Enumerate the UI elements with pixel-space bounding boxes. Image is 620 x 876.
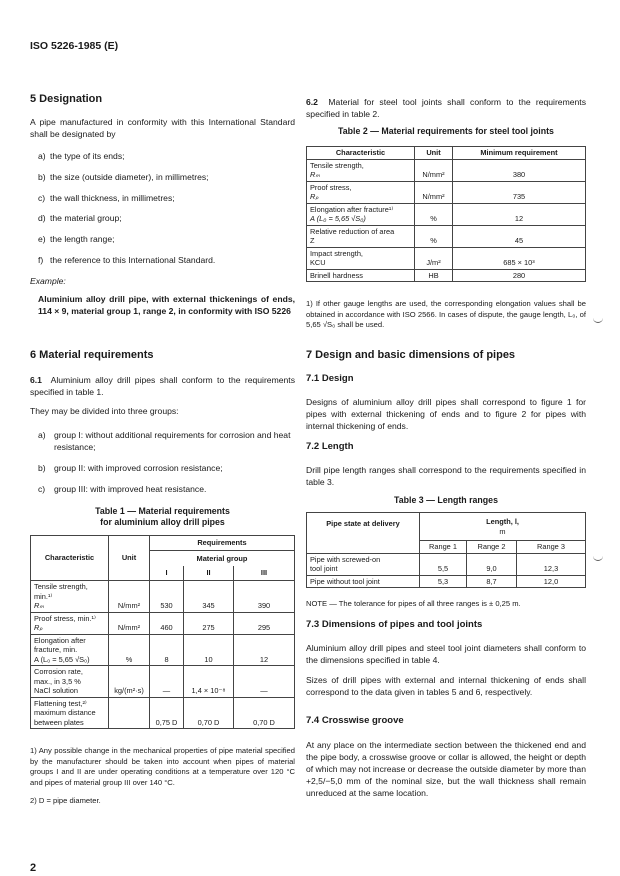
table-row: Elongation after fracture¹⁾ A (L₀ = 5,65 √S₀) % 12	[307, 203, 586, 225]
section-5-intro: A pipe manufactured in conformity with this International Standard shall be designated by	[30, 117, 295, 139]
list-item: a) group I: without additional requirements for corrosion and heat resistance;	[38, 430, 291, 452]
clause-6-1: 6.1 Aluminium alloy drill pipes shall conform to the requirements specified in table 1.	[30, 375, 295, 397]
table-row: Tensile strength, min.¹⁾ Rₘ N/mm² 530 345 390	[31, 581, 295, 613]
table-1-footnote-1: 1) Any possible change in the mechanical properties of pipe material specified by the manufacturer should be taken into account when pipes of material groups I and II are under operating conditions at a temperature over 120 °C and pipes of material group III over 140 °C.	[30, 746, 295, 787]
clause-6-2: 6.2 Material for steel tool joints shall conform to the requirements specified in table 2.	[306, 97, 586, 119]
col-header: Range 3	[517, 541, 586, 554]
margin-mark	[593, 318, 603, 323]
clause-7-1-heading: 7.1 Design	[306, 373, 354, 384]
table-row: Pipe with screwed-on tool joint 5,5 9,0 12,3	[307, 553, 586, 575]
list-item: b) the size (outside diameter), in millimetres;	[38, 172, 209, 182]
table-3-title: Table 3 — Length ranges	[394, 495, 498, 505]
table-row: Proof stress, Rₚ N/mm² 735	[307, 181, 586, 203]
clause-7-3-text-2: Sizes of drill pipes with external and internal thickening of ends shall correspond to the data given in tables 5 and 6, respectively.	[306, 675, 586, 697]
groups-intro: They may be divided into three groups:	[30, 406, 179, 416]
col-header: Unit	[109, 536, 150, 581]
table-3	[306, 512, 586, 588]
table-row: Proof stress, min.¹⁾ Rₚ N/mm² 460 275 295	[31, 612, 295, 634]
table-1-title: Table 1 — Material requirements for aluminium alloy drill pipes	[95, 506, 230, 527]
col-header: Minimum requirement	[453, 147, 586, 160]
margin-mark	[593, 556, 603, 561]
col-header: Range 2	[467, 541, 517, 554]
table-row: Relative reduction of area Z % 45	[307, 225, 586, 247]
table-2	[306, 146, 586, 282]
clause-7-1-text: Designs of aluminium alloy drill pipes shall correspond to figure 1 for pipes with external thickening of ends and to figure 2 for pipes with internal thickening of ends.	[306, 397, 586, 431]
section-5-heading: 5 Designation	[30, 93, 103, 105]
col-header: Requirements	[150, 536, 295, 551]
example-designation: Aluminium alloy drill pipe, with external thickenings of ends, 114 × 9, material group 1, range 2, in conformity with ISO 5226	[38, 294, 295, 316]
page-number: 2	[30, 862, 37, 874]
col-header: Length, l, m	[420, 513, 586, 541]
clause-7-3-heading: 7.3 Dimensions of pipes and tool joints	[306, 619, 483, 630]
list-item: c) group III: with improved heat resistance.	[38, 484, 207, 494]
col-header: Material group	[150, 551, 295, 566]
list-item: b) group II: with improved corrosion resistance;	[38, 463, 223, 473]
col-header: I	[150, 566, 184, 581]
col-header: Range 1	[420, 541, 467, 554]
clause-7-4-heading: 7.4 Crosswise groove	[306, 715, 404, 726]
table-3-note: NOTE — The tolerance for pipes of all three ranges is ± 0,25 m.	[306, 599, 521, 608]
table-row: Elongation after fracture, min. A (L₀ = 5,65 √S₀) % 8 10 12	[31, 634, 295, 666]
table-1	[30, 535, 295, 729]
col-header: Unit	[415, 147, 453, 160]
example-label: Example:	[30, 276, 66, 286]
clause-7-2-heading: 7.2 Length	[306, 441, 354, 452]
list-item: a) the type of its ends;	[38, 151, 125, 161]
col-header: III	[234, 566, 295, 581]
table-row: Impact strength, KCU J/m² 685 × 10³	[307, 247, 586, 269]
list-item: f) the reference to this International Standard.	[38, 255, 216, 265]
clause-7-3-text-1: Aluminium alloy drill pipes and steel tool joint diameters shall conform to the dimensions specified in table 4.	[306, 643, 586, 665]
col-header: Pipe state at delivery	[307, 513, 420, 554]
table-row: Flattening test,²⁾ maximum distance between plates 0,75 D 0,70 D 0,70 D	[31, 697, 295, 729]
clause-7-4-text: At any place on the intermediate section between the thickened end and the pipe body, a crosswise groove or collar is allowed, the height or depth of which may not increase or decrease the outside diameter by more than +2,5/−5,0 mm of the nominal size, but the wall thickness shall remain unreduced at the same location.	[306, 740, 586, 798]
list-item: e) the length range;	[38, 234, 115, 244]
section-7-heading: 7 Design and basic dimensions of pipes	[306, 349, 516, 361]
list-item: c) the wall thickness, in millimetres;	[38, 193, 175, 203]
table-row: Corrosion rate, max., in 3,5 % NaCl solution kg/(m²·s) — 1,4 × 10⁻⁸ —	[31, 666, 295, 698]
document-header: ISO 5226-1985 (E)	[30, 40, 119, 52]
table-row: Tensile strength, Rₘ N/mm² 380	[307, 159, 586, 181]
table-row: Pipe without tool joint 5,3 8,7 12,0	[307, 575, 586, 588]
clause-7-2-text: Drill pipe length ranges shall correspond to the requirements specified in table 3.	[306, 465, 586, 487]
col-header: II	[184, 566, 234, 581]
col-header: Characteristic	[31, 536, 109, 581]
section-6-heading: 6 Material requirements	[30, 349, 154, 361]
table-2-title: Table 2 — Material requirements for steel tool joints	[338, 126, 554, 136]
table-2-footnote: 1) If other gauge lengths are used, the corresponding elongation values shall be obtained in accordance with ISO 2566. In cases of dispute, the gauge length, L₀, of 5,65 √S₀ shall be used.	[306, 299, 586, 329]
col-header: Characteristic	[307, 147, 415, 160]
list-item: d) the material group;	[38, 213, 122, 223]
table-row: Brinell hardness HB 280	[307, 269, 586, 282]
table-1-footnote-2: 2) D = pipe diameter.	[30, 796, 101, 805]
